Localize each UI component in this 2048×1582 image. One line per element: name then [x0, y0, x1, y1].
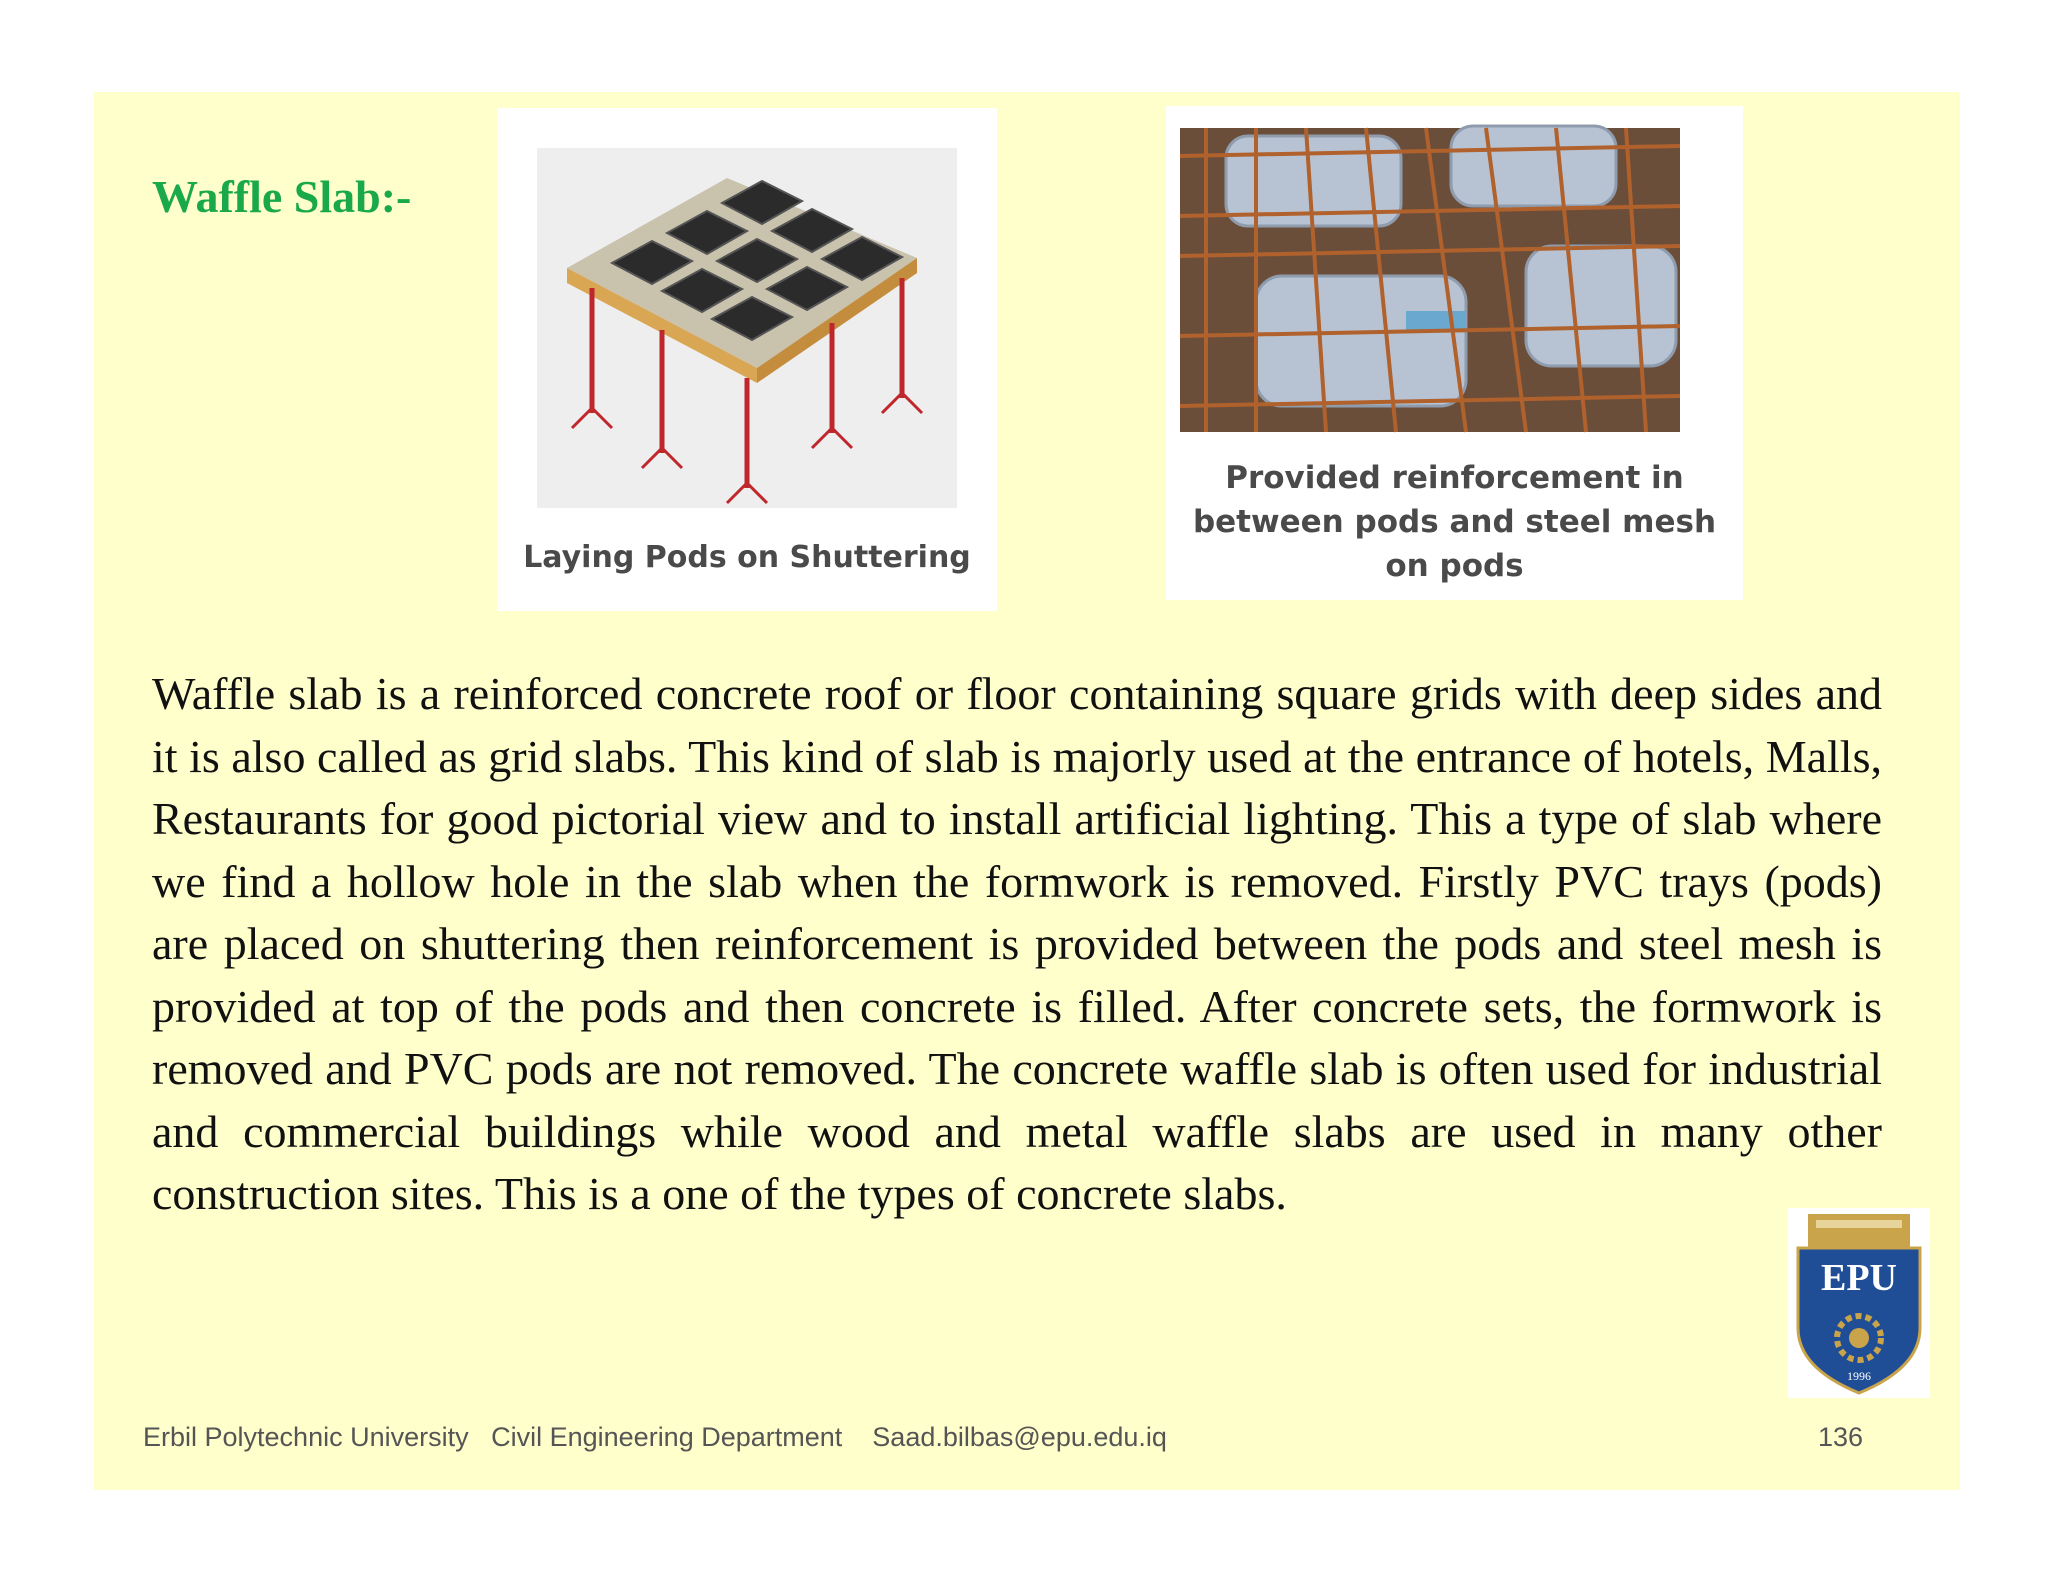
pods-on-shuttering-image [497, 108, 997, 611]
reinforcement-mesh-photo [1166, 106, 1743, 446]
image-caption-2: Provided reinforcement in between pods and steel mesh on pods [1192, 460, 1717, 584]
pods-formwork-illustration [497, 108, 997, 528]
page-number: 136 [1818, 1422, 1864, 1452]
image-caption-1: Laying Pods on Shuttering [523, 540, 971, 575]
body-paragraph: Waffle slab is a reinforced concrete roof or floor containing square grids with deep sides and it is also called as grid slabs. This kind of slab is majorly used at the entrance of hotels, Malls, Restaurants for good pictorial view and to install artificial lighting. This a type of slab where we find a hollow hole in the slab when the formwork is removed. Firstly PVC trays (pods) are placed on shuttering then reinforcement is provided between the pods and steel mesh is provided at top of the pods and then concrete is filled. After concrete sets, the formwork is removed and PVC pods are not removed. The concrete waffle slab is often used for industrial and commercial buildings while wood and metal waffle slabs are used in many other construction sites. This is a one of the types of concrete slabs. [152, 668, 1882, 1219]
epu-shield-icon [1788, 1208, 1930, 1398]
footer-text: Erbil Polytechnic University Civil Engineering Department Saad.bilbas@epu.edu.iq [143, 1422, 1167, 1452]
epu-logo [1788, 1208, 1930, 1398]
reinforcement-between-pods-image [1166, 106, 1743, 600]
logo-year: 1996 [1847, 1369, 1871, 1383]
logo-text: EPU [1821, 1257, 1897, 1299]
slide-title: Waffle Slab:- [152, 171, 412, 222]
